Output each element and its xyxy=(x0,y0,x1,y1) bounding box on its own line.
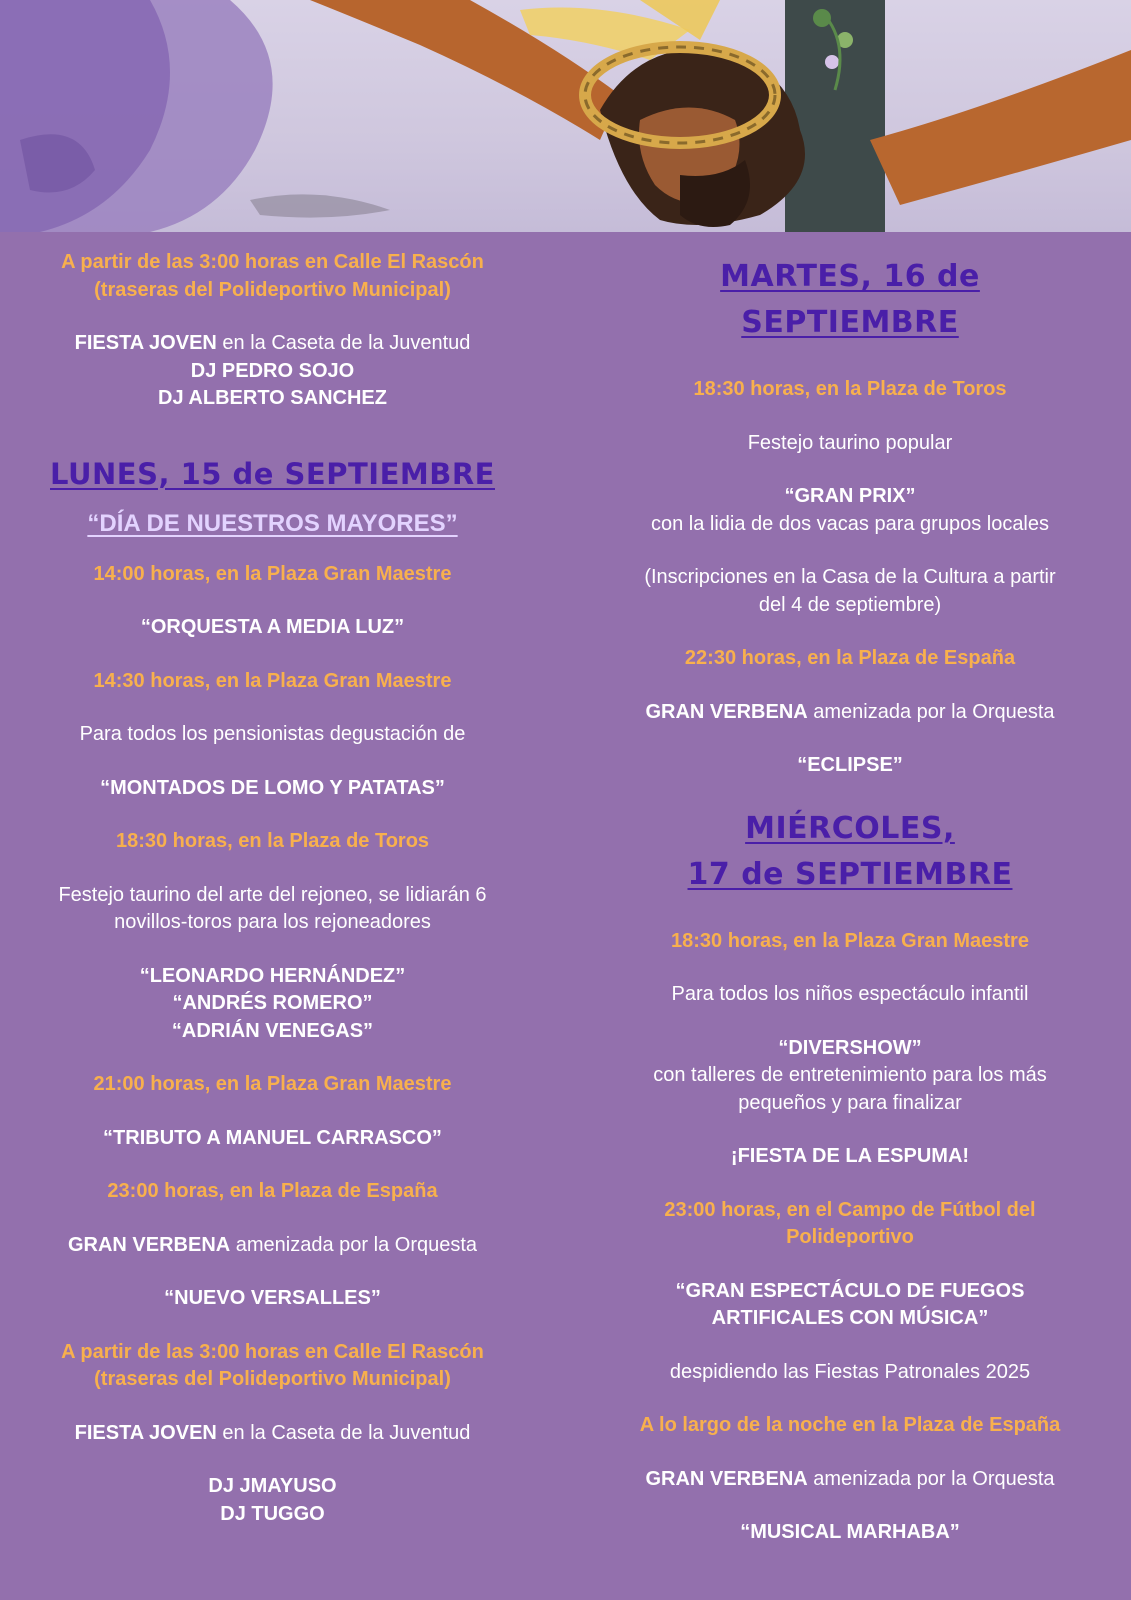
event-description: novillos-toros para los rejoneadores xyxy=(114,911,431,933)
orchestra-name: “NUEVO VERSALLES” xyxy=(164,1287,381,1309)
event-name: “GRAN ESPECTÁCULO DE FUEGOS xyxy=(675,1279,1025,1302)
rejoneador-name: “ANDRÉS ROMERO” xyxy=(172,992,373,1014)
event-name: “GRAN PRIX” xyxy=(784,485,916,507)
event-time: (traseras del Polideportivo Municipal) xyxy=(94,278,451,301)
event-description: con la lidia de dos vacas para grupos locales xyxy=(650,512,1050,535)
event-time: 21:00 horas, en la Plaza Gran Maestre xyxy=(93,1073,452,1095)
event-time: 18:30 horas, en la Plaza Gran Maestre xyxy=(671,929,1029,952)
event-description xyxy=(20,1232,525,1260)
orchestra-name: “ECLIPSE” xyxy=(797,754,903,776)
day-title-martes: MARTES, 16 de SEPTIEMBRE xyxy=(720,259,980,340)
event-time: 23:00 horas, en la Plaza de España xyxy=(107,1180,438,1202)
event-description: pequeños y para finalizar xyxy=(738,1091,962,1114)
event-name: “TRIBUTO A MANUEL CARRASCO” xyxy=(103,1126,442,1149)
left-column xyxy=(20,232,525,1528)
event-time: (traseras del Polideportivo Municipal) xyxy=(94,1368,451,1390)
day-title-miercoles: MIÉRCOLES, xyxy=(745,810,955,846)
event-description: Festejo taurino popular xyxy=(747,431,953,454)
event-description xyxy=(610,699,1090,727)
rejoneador-name: “ADRIÁN VENEGAS” xyxy=(171,1019,374,1042)
event-time: 18:30 horas, en la Plaza de Toros xyxy=(693,378,1007,400)
event-name: GRAN VERBENA xyxy=(645,700,808,723)
event-time: Polideportivo xyxy=(786,1226,914,1248)
header-artwork xyxy=(0,0,1131,232)
event-name: ARTIFICALES CON MÚSICA” xyxy=(711,1307,989,1329)
event-note: del 4 de septiembre) xyxy=(758,593,942,616)
day-title-miercoles-date: 17 de SEPTIEMBRE xyxy=(687,856,1013,892)
event-name: FIESTA JOVEN xyxy=(74,332,217,354)
event-time: A partir de las 3:00 horas en Calle El Rascón xyxy=(61,1340,484,1363)
event-time: 14:00 horas, en la Plaza Gran Maestre xyxy=(93,562,452,585)
crucifix-painting xyxy=(0,0,1131,232)
event-name: FIESTA JOVEN xyxy=(74,1421,217,1444)
event-detail: amenizada por la Orquesta xyxy=(807,1467,1055,1490)
event-time: 18:30 horas, en la Plaza de Toros xyxy=(115,830,430,852)
event-time: 23:00 horas, en el Campo de Fútbol del xyxy=(664,1198,1036,1221)
day-title-lunes: LUNES, 15 de SEPTIEMBRE xyxy=(50,456,495,491)
event-time: A lo largo de la noche en la Plaza de España xyxy=(639,1414,1061,1436)
right-column xyxy=(610,232,1090,1547)
event-description: con talleres de entretenimiento para los más xyxy=(653,1064,1047,1086)
day-subtitle: “DÍA DE NUESTROS MAYORES” xyxy=(87,509,458,537)
event-name: “DIVERSHOW” xyxy=(778,1036,922,1059)
event-description xyxy=(20,1420,525,1448)
dj-name: DJ JMAYUSO xyxy=(208,1475,337,1497)
event-name: “MONTADOS DE LOMO Y PATATAS” xyxy=(100,776,445,799)
event-name: “ORQUESTA A MEDIA LUZ” xyxy=(140,616,405,638)
rejoneador-name: “LEONARDO HERNÁNDEZ” xyxy=(139,964,406,987)
event-note: (Inscripciones en la Casa de la Cultura a partir xyxy=(644,566,1056,588)
event-description: Festejo taurino del arte del rejoneo, se lidiarán 6 xyxy=(58,883,487,906)
event-name: ¡FIESTA DE LA ESPUMA! xyxy=(730,1145,970,1167)
event-name: GRAN VERBENA xyxy=(645,1467,808,1490)
event-description xyxy=(610,1466,1090,1494)
event-time: 22:30 horas, en la Plaza de España xyxy=(684,647,1016,669)
event-description: despidiendo las Fiestas Patronales 2025 xyxy=(669,1360,1031,1383)
orchestra-name: “MUSICAL MARHABA” xyxy=(740,1521,960,1543)
dj-name: DJ TUGGO xyxy=(220,1502,325,1525)
event-detail: amenizada por la Orquesta xyxy=(230,1233,478,1256)
dj-name: DJ PEDRO SOJO xyxy=(190,359,355,382)
event-detail: amenizada por la Orquesta xyxy=(807,700,1055,723)
event-description: Para todos los niños espectáculo infantil xyxy=(671,983,1029,1005)
event-description: Para todos los pensionistas degustación de xyxy=(79,723,466,745)
event-location: en la Caseta de la Juventud xyxy=(216,1421,471,1444)
event-time: A partir de las 3:00 horas en Calle El Rascón xyxy=(61,251,484,273)
event-time: 14:30 horas, en la Plaza Gran Maestre xyxy=(93,669,452,692)
event-name: GRAN VERBENA xyxy=(67,1233,231,1256)
dj-name: DJ ALBERTO SANCHEZ xyxy=(158,387,387,409)
event-location: en la Caseta de la Juventud xyxy=(216,332,471,354)
event-description xyxy=(20,330,525,358)
